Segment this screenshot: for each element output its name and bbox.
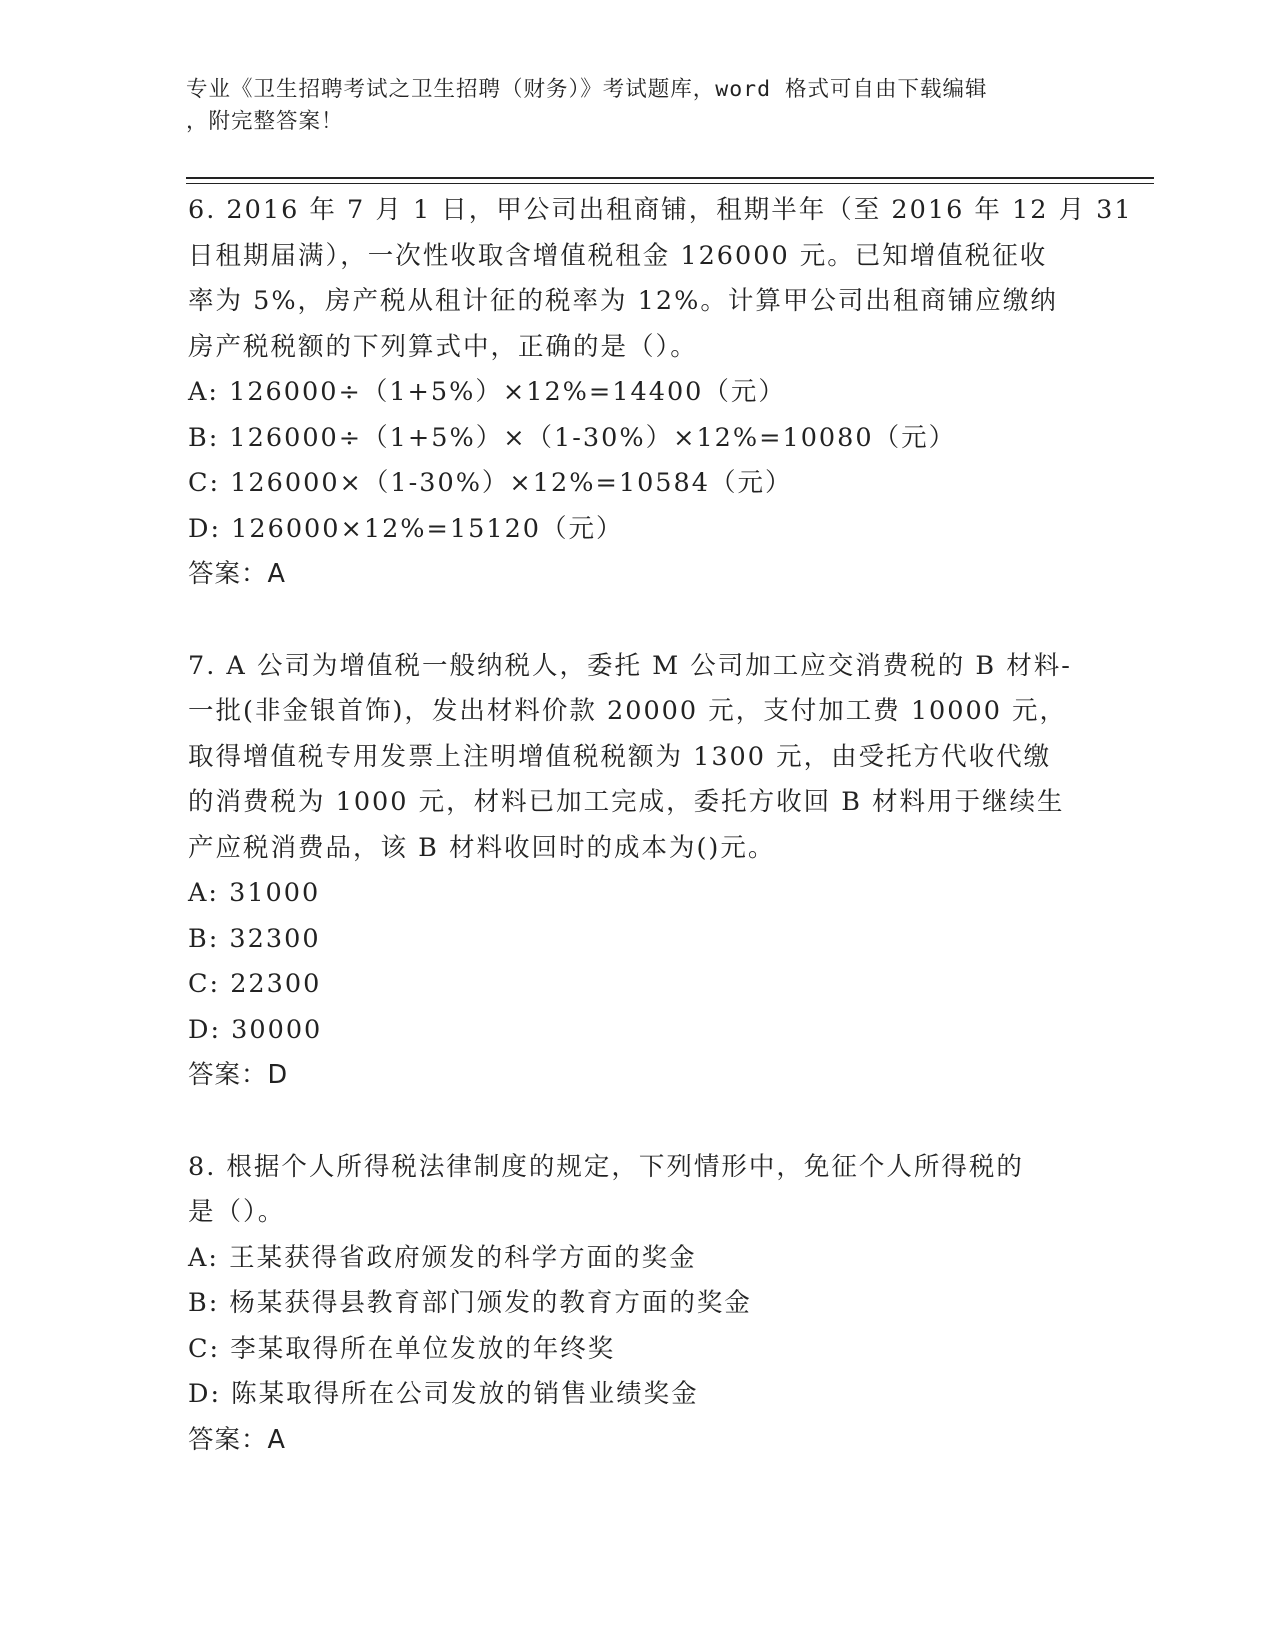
option-a: A: 126000÷（1+5%）×12%=14400（元）	[188, 377, 786, 407]
option-a: A: 王某获得省政府颁发的科学方面的奖金	[188, 1242, 697, 1273]
document-header	[186, 74, 1066, 138]
spacer	[188, 1099, 1088, 1145]
question-text-line: 产应税消费品，该 B 材料收回时的成本为()元。	[188, 832, 776, 863]
option-c: C: 李某取得所在单位发放的年终奖	[188, 1333, 616, 1364]
question-text-line: 一批(非金银首饰)，发出材料价款 20000 元，支付加工费 10000 元，	[188, 696, 1068, 726]
question-text-line: 6. 2016 年 7 月 1 日，甲公司出租商铺，租期半年（至 2016 年 12 月 31	[188, 195, 1133, 225]
option-b: B: 32300	[188, 923, 321, 954]
question-list	[188, 188, 1133, 1463]
question-text-line: 是（）。	[188, 1197, 286, 1227]
question-6	[188, 188, 1133, 598]
option-c: C: 126000×（1-30%）×12%=10584（元）	[188, 468, 793, 498]
question-text-line: 率为 5%，房产税从租计征的税率为 12%。计算甲公司出租商铺应缴纳	[188, 286, 1058, 316]
option-b: B: 126000÷（1+5%）×（1-30%）×12%=10080（元）	[188, 422, 957, 453]
option-b: B: 杨某获得县教育部门颁发的教育方面的奖金	[188, 1288, 752, 1318]
spacer	[188, 598, 1088, 644]
option-d: D: 陈某取得所在公司发放的销售业绩奖金	[188, 1379, 699, 1409]
question-text-line: 8. 根据个人所得税法律制度的规定，下列情形中，免征个人所得税的	[188, 1151, 1024, 1182]
option-d: D: 30000	[188, 1014, 323, 1045]
question-text-line: 取得增值税专用发票上注明增值税税额为 1300 元，由受托方代收代缴	[188, 741, 1052, 772]
question-text-line: 日租期届满），一次性收取含增值税租金 126000 元。已知增值税征收	[188, 240, 1048, 271]
question-text-line: 房产税税额的下列算式中，正确的是（）。	[188, 331, 698, 362]
option-c: C: 22300	[188, 969, 322, 999]
question-text-line: 7. A 公司为增值税一般纳税人，委托 M 公司加工应交消费税的 B 材料-	[188, 650, 1072, 681]
answer: 答案：A	[188, 559, 286, 589]
option-d: D: 126000×12%=15120（元）	[188, 513, 624, 544]
header-divider-thick	[186, 177, 1154, 179]
option-a: A: 31000	[188, 878, 321, 908]
header-divider-thin	[186, 183, 1154, 184]
answer: 答案：D	[188, 1060, 289, 1090]
question-text-line: 的消费税为 1000 元，材料已加工完成，委托方收回 B 材料用于继续生	[188, 787, 1065, 817]
question-8	[188, 1145, 1088, 1464]
answer: 答案：A	[188, 1424, 286, 1455]
question-7	[188, 644, 1088, 1099]
header-line-1: 专业《卫生招聘考试之卫生招聘（财务）》考试题库，word 格式可自由下载编辑	[186, 77, 988, 102]
header-line-2: ，附完整答案！	[186, 109, 344, 134]
